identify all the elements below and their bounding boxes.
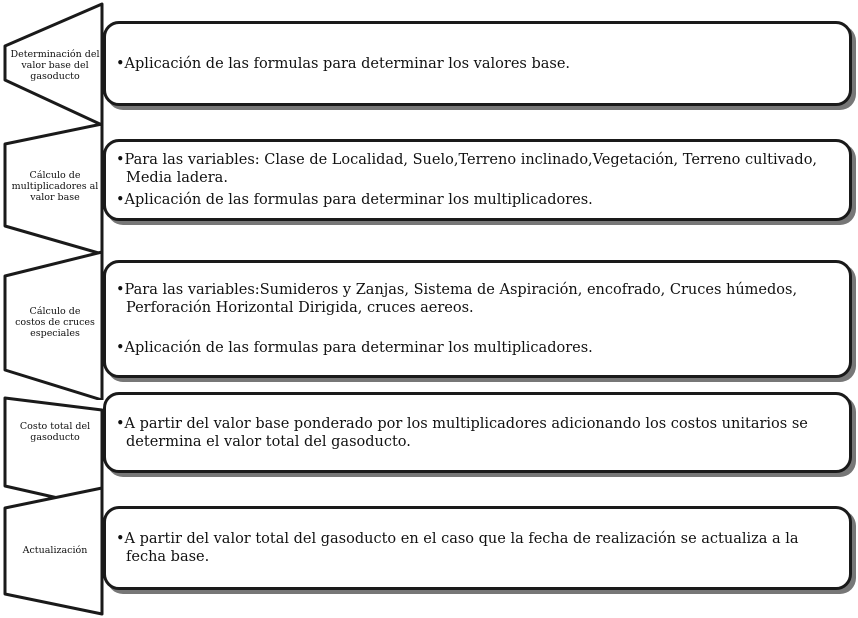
step-1	[0, 0, 858, 125]
step-1-bullet-1: •Aplicación de las formulas para determinar los valores base.	[116, 55, 571, 72]
step-4-bullet-1: •A partir del valor base ponderado por los multiplicadores adicionando los costos unitarios se determina el valor total del gasoducto.	[116, 415, 808, 450]
step-5-box	[103, 506, 852, 590]
step-5	[0, 486, 858, 618]
step-3-bullet-2: •Aplicación de las formulas para determinar los multiplicadores.	[116, 340, 593, 356]
step-1-box	[103, 21, 852, 106]
step-5-label: Actualización	[22, 544, 88, 556]
step-2	[0, 122, 858, 254]
step-4-label: Costo total del gasoducto	[19, 421, 91, 443]
step-2-bullet-2: •Aplicación de las formulas para determinar los multiplicadores.	[116, 192, 593, 208]
step-5-bullet-1: •A partir del valor total del gasoducto en el caso que la fecha de realización se actualiza a la fecha base.	[116, 531, 799, 565]
step-2-label: Cálculo de multiplicadores al valor base	[11, 169, 99, 203]
step-2-box	[103, 139, 852, 221]
step-2-bullet-1: •Para las variables: Clase de Localidad, Suelo,Terreno inclinado,Vegetación, Terreno cultivado, Media ladera.	[116, 152, 818, 186]
step-1-label: Determinación del valor base del gasoducto	[10, 48, 100, 82]
step-3	[0, 250, 858, 400]
step-3-box	[103, 260, 852, 378]
step-3-label: Cálculo de costos de cruces especiales	[15, 305, 95, 339]
step-3-bullet-1: •Para las variables:Sumideros y Zanjas, Sistema de Aspiración, encofrado, Cruces húmedos, Perforación Horizontal Dirigida, cruces aereos.	[116, 282, 798, 316]
step-4-box	[103, 392, 852, 473]
